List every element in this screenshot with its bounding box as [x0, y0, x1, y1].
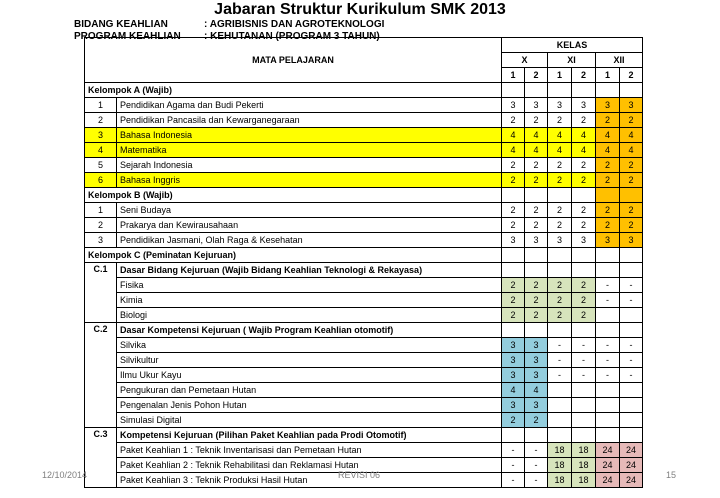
hours-cell: -	[502, 473, 525, 488]
hours-cell: 3	[502, 353, 525, 368]
hours-cell: 18	[548, 473, 572, 488]
hours-cell: 4	[502, 128, 525, 143]
hours-cell: 2	[572, 203, 596, 218]
hours-cell	[620, 308, 643, 323]
hours-cell	[548, 383, 572, 398]
hours-cell: 3	[596, 98, 620, 113]
subject-name: Silvika	[117, 338, 502, 353]
hours-cell: 2	[525, 293, 548, 308]
hours-cell: 2	[572, 173, 596, 188]
table-row	[85, 233, 643, 248]
hours-cell: -	[525, 443, 548, 458]
group-a-header: Kelompok A (Wajib)	[85, 83, 502, 98]
footer-date: 12/10/2014	[42, 470, 88, 480]
empty-cell	[548, 188, 572, 203]
section-c2-header	[85, 323, 643, 338]
semester-header: 2	[572, 68, 596, 83]
hours-cell: 3	[502, 338, 525, 353]
table-row	[85, 413, 643, 428]
subject-name: Prakarya dan Kewirausahaan	[117, 218, 502, 233]
hours-cell: 2	[572, 158, 596, 173]
row-number: 2	[85, 113, 117, 128]
empty-cell	[620, 188, 643, 203]
hours-cell: 2	[596, 113, 620, 128]
empty-cell	[548, 248, 572, 263]
row-number: 6	[85, 173, 117, 188]
subject-name: Pengukuran dan Pemetaan Hutan	[117, 383, 502, 398]
hours-cell: -	[572, 368, 596, 383]
hours-cell: 24	[596, 458, 620, 473]
empty-cell	[572, 83, 596, 98]
subject-name: Pendidikan Jasmani, Olah Raga & Kesehatan	[117, 233, 502, 248]
subject-name: Simulasi Digital	[117, 413, 502, 428]
hours-cell: 2	[572, 293, 596, 308]
hours-cell	[596, 398, 620, 413]
subject-name: Silvikultur	[117, 353, 502, 368]
hours-cell	[548, 413, 572, 428]
table-row	[85, 113, 643, 128]
hours-cell: 3	[596, 233, 620, 248]
hours-cell: 4	[620, 143, 643, 158]
footer-revision: REVISI 06	[338, 470, 381, 480]
hours-cell: 3	[502, 368, 525, 383]
table-row	[85, 443, 643, 458]
hours-cell: 2	[548, 203, 572, 218]
hours-cell: 4	[548, 143, 572, 158]
section-title: Dasar Bidang Kejuruan (Wajib Bidang Keahlian Teknologi & Rekayasa)	[117, 263, 502, 278]
hours-cell: 24	[620, 473, 643, 488]
empty-cell	[620, 428, 643, 443]
section-number: C.3	[85, 428, 117, 488]
hours-cell: 3	[548, 98, 572, 113]
empty-cell	[502, 428, 525, 443]
hours-cell: 24	[620, 458, 643, 473]
hours-cell: -	[502, 443, 525, 458]
hours-cell: -	[596, 368, 620, 383]
empty-cell	[572, 323, 596, 338]
page-title: Jabaran Struktur Kurikulum SMK 2013	[214, 1, 506, 18]
hours-cell: -	[572, 338, 596, 353]
group-b-header: Kelompok B (Wajib)	[85, 188, 502, 203]
row-number: 3	[85, 233, 117, 248]
hours-cell: -	[620, 338, 643, 353]
hours-cell: 3	[572, 233, 596, 248]
program-label: PROGRAM KEAHLIAN	[74, 31, 181, 42]
empty-cell	[596, 248, 620, 263]
subject-name: Paket Keahlian 1 : Teknik Inventarisasi dan Pemetaan Hutan	[117, 443, 502, 458]
hours-cell: 2	[525, 308, 548, 323]
table-row	[85, 218, 643, 233]
row-number: 1	[85, 98, 117, 113]
row-number: 3	[85, 128, 117, 143]
mata-pelajaran-header: MATA PELAJARAN	[85, 38, 502, 83]
hours-cell	[596, 383, 620, 398]
section-c3-header	[85, 428, 643, 443]
hours-cell: -	[620, 353, 643, 368]
hours-cell: -	[596, 278, 620, 293]
table-row	[85, 143, 643, 158]
row-number: 2	[85, 218, 117, 233]
table-row	[85, 98, 643, 113]
hours-cell: 3	[572, 98, 596, 113]
subject-name: Biologi	[117, 308, 502, 323]
row-number: 5	[85, 158, 117, 173]
empty-cell	[620, 83, 643, 98]
hours-cell: 2	[502, 158, 525, 173]
table-row	[85, 278, 643, 293]
hours-cell: 24	[596, 443, 620, 458]
hours-cell: 18	[572, 443, 596, 458]
empty-cell	[596, 428, 620, 443]
hours-cell: 3	[620, 98, 643, 113]
program-value: : KEHUTANAN (PROGRAM 3 TAHUN)	[204, 31, 380, 42]
hours-cell: 2	[596, 158, 620, 173]
hours-cell: 2	[548, 113, 572, 128]
hours-cell: 2	[620, 203, 643, 218]
subject-name: Ilmu Ukur Kayu	[117, 368, 502, 383]
hours-cell: -	[572, 353, 596, 368]
table-row	[85, 158, 643, 173]
hours-cell: -	[502, 458, 525, 473]
hours-cell: 3	[502, 398, 525, 413]
empty-cell	[525, 323, 548, 338]
hours-cell: 2	[548, 278, 572, 293]
group-row	[85, 248, 643, 263]
hours-cell: 3	[525, 368, 548, 383]
hours-cell	[620, 383, 643, 398]
table-row	[85, 338, 643, 353]
hours-cell: 2	[502, 218, 525, 233]
hours-cell: 3	[525, 233, 548, 248]
hours-cell: 24	[620, 443, 643, 458]
hours-cell: 4	[525, 143, 548, 158]
hours-cell: 2	[620, 173, 643, 188]
hours-cell: 2	[596, 203, 620, 218]
hours-cell: 3	[525, 98, 548, 113]
subject-name: Fisika	[117, 278, 502, 293]
hours-cell: 2	[572, 113, 596, 128]
hours-cell: 3	[502, 98, 525, 113]
hours-cell: 2	[525, 218, 548, 233]
hours-cell: -	[596, 353, 620, 368]
hours-cell: 4	[596, 128, 620, 143]
hours-cell: 2	[525, 113, 548, 128]
grade-x-header: X	[502, 53, 548, 68]
hours-cell: 2	[572, 278, 596, 293]
subject-name: Bahasa Inggris	[117, 173, 502, 188]
empty-cell	[525, 263, 548, 278]
empty-cell	[548, 83, 572, 98]
empty-cell	[502, 263, 525, 278]
semester-header: 2	[620, 68, 643, 83]
table-row	[85, 398, 643, 413]
hours-cell: -	[548, 338, 572, 353]
empty-cell	[572, 188, 596, 203]
empty-cell	[548, 323, 572, 338]
hours-cell: 2	[548, 293, 572, 308]
hours-cell: 4	[502, 143, 525, 158]
empty-cell	[572, 428, 596, 443]
empty-cell	[572, 248, 596, 263]
empty-cell	[620, 323, 643, 338]
empty-cell	[525, 83, 548, 98]
hours-cell: 3	[620, 233, 643, 248]
empty-cell	[525, 248, 548, 263]
section-number: C.1	[85, 263, 117, 323]
section-title: Dasar Kompetensi Kejuruan ( Wajib Program Keahlian otomotif)	[117, 323, 502, 338]
hours-cell: 2	[548, 308, 572, 323]
row-number: 1	[85, 203, 117, 218]
hours-cell: 3	[525, 398, 548, 413]
hours-cell: 18	[548, 443, 572, 458]
table-body	[85, 83, 643, 488]
table-row	[85, 293, 643, 308]
hours-cell: 4	[525, 383, 548, 398]
hours-cell: 2	[502, 293, 525, 308]
bidang-value: : AGRIBISNIS DAN AGROTEKNOLOGI	[204, 19, 385, 30]
hours-cell: -	[525, 458, 548, 473]
hours-cell	[596, 308, 620, 323]
empty-cell	[596, 188, 620, 203]
hours-cell: 3	[548, 233, 572, 248]
hours-cell: -	[525, 473, 548, 488]
hours-cell: 2	[502, 203, 525, 218]
empty-cell	[596, 323, 620, 338]
hours-cell: -	[548, 368, 572, 383]
empty-cell	[548, 263, 572, 278]
table-row	[85, 173, 643, 188]
hours-cell: -	[548, 353, 572, 368]
hours-cell	[572, 413, 596, 428]
empty-cell	[502, 248, 525, 263]
hours-cell: -	[620, 368, 643, 383]
table-row	[85, 368, 643, 383]
subject-name: Paket Keahlian 3 : Teknik Produksi Hasil Hutan	[117, 473, 502, 488]
hours-cell: 2	[620, 218, 643, 233]
empty-cell	[502, 323, 525, 338]
hours-cell: 4	[596, 143, 620, 158]
hours-cell: 2	[525, 203, 548, 218]
hours-cell: -	[596, 338, 620, 353]
hours-cell: 2	[620, 158, 643, 173]
empty-cell	[620, 263, 643, 278]
semester-header: 1	[548, 68, 572, 83]
table-row	[85, 128, 643, 143]
grade-xi-header: XI	[548, 53, 596, 68]
hours-cell	[548, 398, 572, 413]
section-title: Kompetensi Kejuruan (Pilihan Paket Keahlian pada Prodi Otomotif)	[117, 428, 502, 443]
subject-name: Pendidikan Agama dan Budi Pekerti	[117, 98, 502, 113]
empty-cell	[596, 263, 620, 278]
empty-cell	[572, 263, 596, 278]
group-c-header: Kelompok C (Peminatan Kejuruan)	[85, 248, 502, 263]
subject-name: Seni Budaya	[117, 203, 502, 218]
table-row	[85, 308, 643, 323]
hours-cell	[620, 413, 643, 428]
hours-cell: -	[620, 293, 643, 308]
section-number: C.2	[85, 323, 117, 428]
hours-cell: 2	[502, 308, 525, 323]
hours-cell: 4	[502, 383, 525, 398]
hours-cell: 3	[502, 233, 525, 248]
hours-cell: 2	[525, 278, 548, 293]
hours-cell: 2	[596, 173, 620, 188]
kelas-header: KELAS	[502, 38, 643, 53]
table-row	[85, 383, 643, 398]
empty-cell	[548, 428, 572, 443]
hours-cell: 2	[525, 158, 548, 173]
hours-cell: 4	[525, 128, 548, 143]
subject-name: Pendidikan Pancasila dan Kewarganegaraan	[117, 113, 502, 128]
subject-name: Kimia	[117, 293, 502, 308]
hours-cell: 2	[502, 413, 525, 428]
semester-header: 1	[502, 68, 525, 83]
hours-cell: 2	[502, 278, 525, 293]
table-row	[85, 203, 643, 218]
hours-cell: 4	[548, 128, 572, 143]
group-row	[85, 188, 643, 203]
footer-page-number: 15	[666, 470, 677, 480]
table-row	[85, 353, 643, 368]
empty-cell	[502, 188, 525, 203]
hours-cell: 18	[548, 458, 572, 473]
section-c1-header	[85, 263, 643, 278]
hours-cell: 2	[572, 308, 596, 323]
hours-cell: 2	[525, 173, 548, 188]
empty-cell	[525, 428, 548, 443]
hours-cell: -	[596, 293, 620, 308]
group-row	[85, 83, 643, 98]
hours-cell	[572, 398, 596, 413]
subject-name: Sejarah Indonesia	[117, 158, 502, 173]
hours-cell	[572, 383, 596, 398]
hours-cell: 4	[620, 128, 643, 143]
hours-cell: 2	[548, 173, 572, 188]
row-number: 4	[85, 143, 117, 158]
hours-cell: 2	[502, 113, 525, 128]
hours-cell: 2	[596, 218, 620, 233]
subject-name: Pengenalan Jenis Pohon Hutan	[117, 398, 502, 413]
hours-cell: 2	[572, 218, 596, 233]
subject-name: Bahasa Indonesia	[117, 128, 502, 143]
hours-cell: 2	[502, 173, 525, 188]
hours-cell: 18	[572, 458, 596, 473]
subject-name: Matematika	[117, 143, 502, 158]
bidang-keahlian-line	[74, 19, 384, 31]
hours-cell	[620, 398, 643, 413]
empty-cell	[525, 188, 548, 203]
curriculum-table	[84, 37, 643, 488]
hours-cell: 3	[525, 353, 548, 368]
grade-xii-header: XII	[596, 53, 643, 68]
hours-cell: 4	[572, 128, 596, 143]
bidang-label: BIDANG KEAHLIAN	[74, 19, 168, 30]
hours-cell: 3	[525, 338, 548, 353]
hours-cell	[596, 413, 620, 428]
semester-header: 2	[525, 68, 548, 83]
hours-cell: 18	[572, 473, 596, 488]
empty-cell	[502, 83, 525, 98]
hours-cell: -	[620, 278, 643, 293]
hours-cell: 24	[596, 473, 620, 488]
subject-name: Paket Keahlian 2 : Teknik Rehabilitasi dan Reklamasi Hutan	[117, 458, 502, 473]
empty-cell	[596, 83, 620, 98]
semester-header: 1	[596, 68, 620, 83]
hours-cell: 2	[620, 113, 643, 128]
hours-cell: 2	[548, 218, 572, 233]
hours-cell: 2	[548, 158, 572, 173]
empty-cell	[620, 248, 643, 263]
hours-cell: 4	[572, 143, 596, 158]
hours-cell: 2	[525, 413, 548, 428]
